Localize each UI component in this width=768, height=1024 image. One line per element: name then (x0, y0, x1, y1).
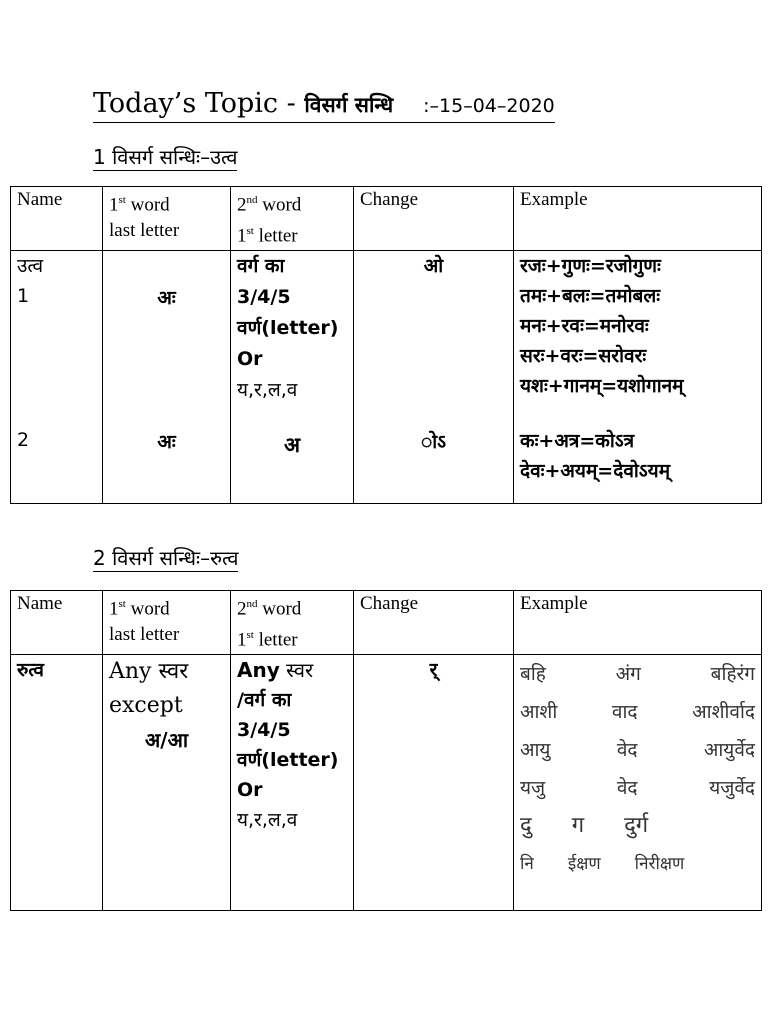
col-example: Example (514, 187, 762, 251)
col-first-word: 1st word last letter (103, 187, 231, 251)
col-example: Example (514, 591, 762, 655)
table-header-row (11, 187, 762, 251)
title-date: :–15–04–2020 (423, 95, 555, 117)
cell-first-letter: अः अः (103, 250, 231, 503)
list-item: आयु वेद आयुर्वेद (520, 738, 755, 761)
col-change: Change (354, 187, 514, 251)
cell-change: ओ ोऽ (354, 250, 514, 503)
cell-name: रुत्व (11, 654, 103, 910)
col-name: Name (11, 591, 103, 655)
col-name: Name (11, 187, 103, 251)
list-item: बहि अंग बहिरंग (520, 662, 755, 685)
title-prefix: Today’s Topic - (93, 88, 305, 119)
cell-example: रजः+गुणः=रजोगुणः तमः+बलः=तमोबलः मनः+रवः=मनोरवः सरः+वरः=सरोवरः यशः+गानम्=यशोगानम् कः+अत्र=कोऽत्र देवः+अयम्=देवोऽयम् (514, 250, 762, 503)
cell-first-letter: Any स्वर except अ/आ (103, 654, 231, 910)
list-item: यजु वेद यजुर्वेद (520, 776, 755, 799)
col-second-word: 2nd word 1st letter (231, 187, 354, 251)
cell-name: उत्व 1 2 (11, 250, 103, 503)
utva-table (10, 186, 762, 504)
page-title (93, 88, 555, 123)
table-header-row (11, 591, 762, 655)
col-first-word: 1st word last letter (103, 591, 231, 655)
cell-change: र् (354, 654, 514, 910)
cell-second-letter: Any स्वर /वर्ग का 3/4/5 वर्ण(letter) Or य,र,ल,व (231, 654, 354, 910)
section1-heading: 1 विसर्ग सन्धिः–उत्व (93, 145, 238, 169)
list-item: दु ग दुर्ग (520, 812, 649, 838)
table-row (11, 654, 762, 910)
col-change: Change (354, 591, 514, 655)
table-row (11, 250, 762, 503)
col-second-word: 2nd word 1st letter (231, 591, 354, 655)
list-item: नि ईक्षण निरीक्षण (520, 853, 685, 874)
cell-second-letter: वर्ग का 3/4/5 वर्ण(letter) Or य,र,ल,व अ (231, 250, 354, 503)
cell-example (514, 654, 762, 910)
section2-heading: 2 विसर्ग सन्धिः–रुत्व (93, 546, 239, 570)
rutva-table (10, 590, 762, 911)
title-hindi: विसर्ग सन्धि (304, 93, 394, 117)
list-item: आशी वाद आशीर्वाद (520, 700, 755, 723)
